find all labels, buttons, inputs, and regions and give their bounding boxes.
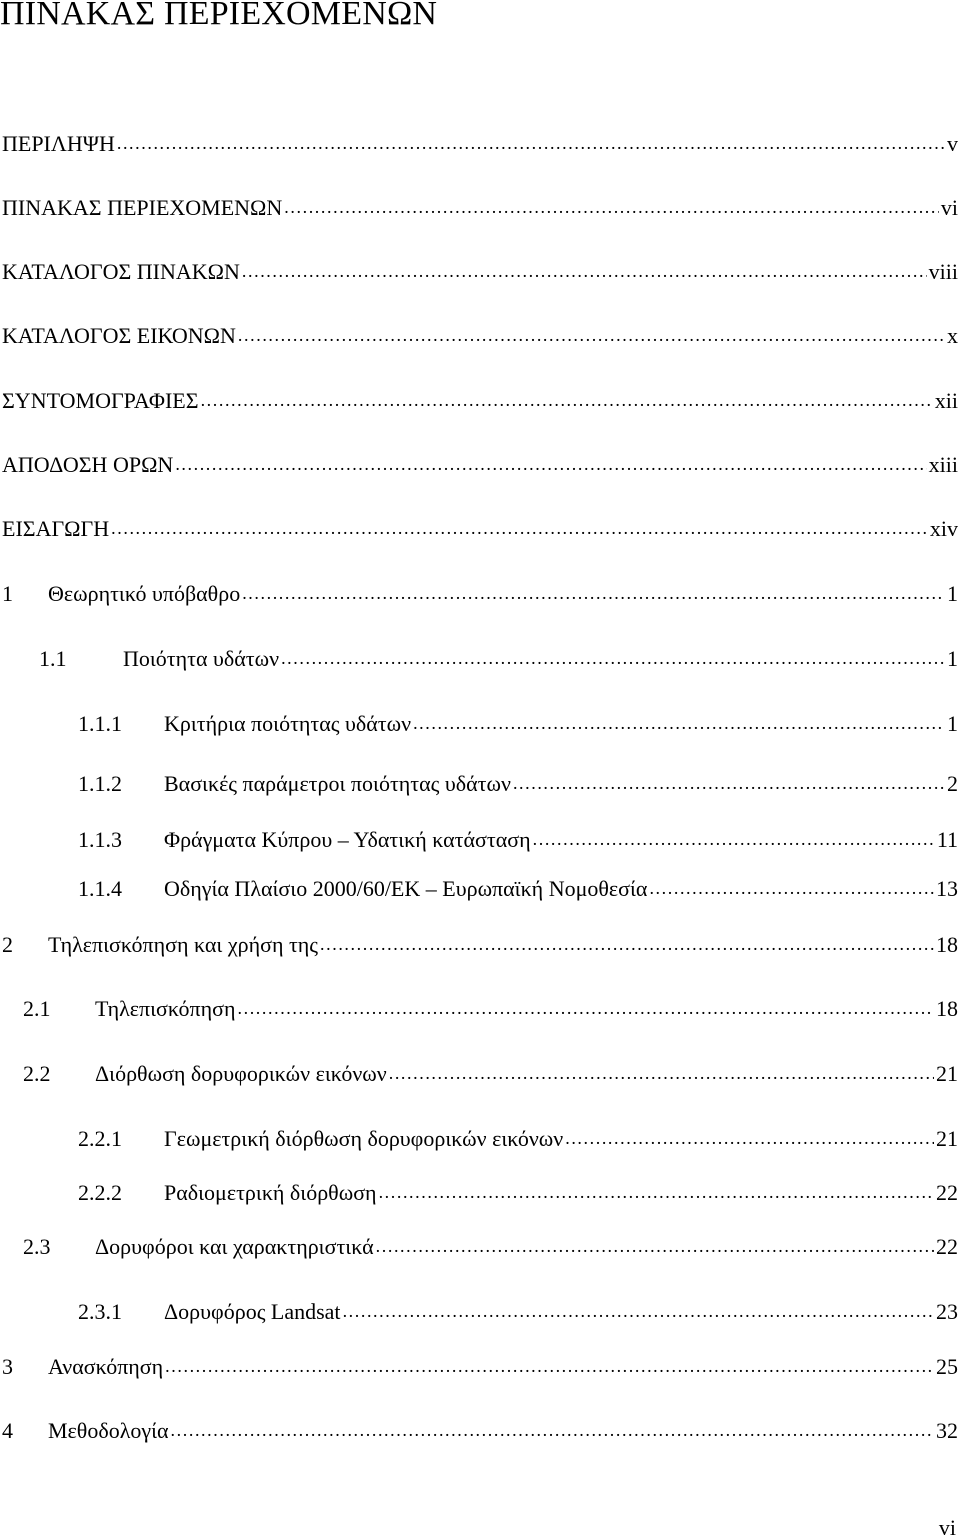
toc-entry-page: 22: [936, 1180, 958, 1205]
toc-entry-label: Βασικές παράμετροι ποιότητας υδάτων: [164, 771, 511, 796]
toc-entry-label: ΠΙΝΑΚΑΣ ΠΕΡΙΕΧΟΜΕΝΩΝ: [2, 195, 283, 220]
toc-entry-page: 1: [947, 581, 958, 606]
toc-entry-page: xiv: [929, 516, 958, 541]
toc-entry-number: 1.1: [39, 646, 67, 671]
page-title: ΠΙΝΑΚΑΣ ΠΕΡΙΕΧΟΜΕΝΩΝ: [0, 0, 438, 32]
toc-entry-page: x: [947, 323, 958, 348]
toc-entry-page: 2: [947, 771, 958, 796]
leader-dots: [343, 1298, 934, 1326]
toc-entry-label: Ποιότητα υδάτων: [123, 646, 280, 671]
toc-entry-number: 3: [2, 1354, 13, 1379]
toc-entry-page: 21: [936, 1061, 958, 1086]
leader-dots: [320, 931, 934, 959]
toc-entry-number: 2.1: [23, 996, 51, 1021]
toc-entry-page: 13: [936, 876, 958, 901]
toc-entry[interactable]: [78, 822, 958, 854]
leader-dots: [242, 258, 927, 286]
toc-entry[interactable]: [23, 1056, 958, 1088]
leader-dots: [238, 322, 945, 350]
toc-entry-page: 11: [936, 827, 958, 852]
toc-entry-label: Δορυφόρος Landsat: [164, 1299, 341, 1324]
toc-entry-page: v: [947, 131, 958, 156]
toc-entry[interactable]: [2, 254, 958, 286]
toc-entry-label: Γεωμετρική διόρθωση δορυφορικών εικόνων: [164, 1126, 564, 1151]
toc-entry-page: vi: [940, 195, 958, 220]
toc-entry-number: 2.2: [23, 1061, 51, 1086]
toc-entry[interactable]: [2, 511, 958, 543]
toc-entry[interactable]: [78, 1121, 958, 1153]
toc-entry[interactable]: [2, 927, 958, 959]
toc-entry-label: Κριτήρια ποιότητας υδάτων: [164, 711, 412, 736]
toc-entry-number: 1.1.4: [78, 876, 122, 901]
toc-entry-label: ΣΥΝΤΟΜΟΓΡΑΦΙΕΣ: [2, 388, 199, 413]
toc-entry-page: 18: [936, 932, 958, 957]
toc-entry-label: Τηλεπισκόπηση και χρήση της: [48, 932, 319, 957]
leader-dots: [389, 1060, 934, 1088]
toc-entry-page: 1: [947, 646, 958, 671]
toc-entry-label: Τηλεπισκόπηση: [95, 996, 236, 1021]
toc-entry-label: Ανασκόπηση: [48, 1354, 164, 1379]
toc-entry-number: 2.2.1: [78, 1126, 122, 1151]
toc-entry[interactable]: [78, 1294, 958, 1326]
toc-entry-label: Μεθοδολογία: [48, 1418, 169, 1443]
toc-entry[interactable]: [78, 871, 958, 903]
toc-entry-page: viii: [928, 259, 958, 284]
leader-dots: [111, 515, 928, 543]
toc-entry-number: 1: [2, 581, 13, 606]
leader-dots: [281, 645, 945, 673]
toc-entry-number: 2.3.1: [78, 1299, 122, 1324]
toc-entry-page: 25: [936, 1354, 958, 1379]
toc-entry-page: 18: [936, 996, 958, 1021]
leader-dots: [565, 1125, 934, 1153]
toc-entry-label: Δορυφόροι και χαρακτηριστικά: [95, 1234, 374, 1259]
toc-entry-page: xii: [934, 388, 958, 413]
toc-entry[interactable]: [2, 190, 958, 222]
toc-entry-label: Θεωρητικό υπόβαθρο: [48, 581, 241, 606]
leader-dots: [284, 194, 939, 222]
toc-entry-page: 1: [947, 711, 958, 736]
toc-entry-number: 2: [2, 932, 13, 957]
toc-entry-label: ΚΑΤΑΛΟΓΟΣ ΕΙΚΟΝΩΝ: [2, 323, 236, 348]
toc-entry-page: 21: [936, 1126, 958, 1151]
toc-entry[interactable]: [2, 447, 958, 479]
toc-entry-number: 4: [2, 1418, 13, 1443]
leader-dots: [165, 1353, 934, 1381]
leader-dots: [376, 1233, 934, 1261]
toc-entry-number: 1.1.1: [78, 711, 122, 736]
toc-entry-number: 1.1.3: [78, 827, 122, 852]
leader-dots: [649, 875, 934, 903]
toc-entry[interactable]: [2, 1349, 958, 1381]
toc-entry-page: 23: [936, 1299, 958, 1324]
leader-dots: [201, 387, 933, 415]
toc-entry-number: 1.1.2: [78, 771, 122, 796]
toc-entry[interactable]: [2, 576, 958, 608]
toc-entry[interactable]: [78, 706, 958, 738]
toc-entry[interactable]: [78, 766, 958, 798]
toc-entry-page: xiii: [928, 452, 958, 477]
toc-entry-number: 2.3: [23, 1234, 51, 1259]
toc-entry-label: ΠΕΡΙΛΗΨΗ: [2, 131, 115, 156]
toc-entry-label: Διόρθωση δορυφορικών εικόνων: [95, 1061, 387, 1086]
toc-entry[interactable]: [23, 991, 958, 1023]
toc-entry[interactable]: [23, 1229, 958, 1261]
toc-entry-label: Οδηγία Πλαίσιο 2000/60/ΕΚ – Ευρωπαϊκή Νομοθεσία: [164, 876, 648, 901]
toc-entry-label: Φράγματα Κύπρου – Υδατική κατάσταση: [164, 827, 531, 852]
leader-dots: [242, 580, 945, 608]
toc-entry-label: ΑΠΟΔΟΣΗ ΟΡΩΝ: [2, 452, 174, 477]
leader-dots: [117, 130, 945, 158]
toc-entry[interactable]: [39, 641, 958, 673]
leader-dots: [533, 826, 935, 854]
toc-entry-label: Ραδιομετρική διόρθωση: [164, 1180, 377, 1205]
page-number: vi: [938, 1515, 956, 1540]
toc-entry-page: 22: [936, 1234, 958, 1259]
toc-entry-label: ΚΑΤΑΛΟΓΟΣ ΠΙΝΑΚΩΝ: [2, 259, 240, 284]
toc-entry[interactable]: [2, 1413, 958, 1445]
leader-dots: [413, 710, 945, 738]
leader-dots: [513, 770, 945, 798]
toc-entry[interactable]: [2, 318, 958, 350]
toc-entry-number: 2.2.2: [78, 1180, 122, 1205]
toc-entry[interactable]: [2, 383, 958, 415]
leader-dots: [171, 1417, 934, 1445]
leader-dots: [238, 995, 935, 1023]
toc-entry-page: 32: [936, 1418, 958, 1443]
toc-entry[interactable]: [78, 1175, 958, 1207]
leader-dots: [379, 1179, 934, 1207]
toc-entry-label: ΕΙΣΑΓΩΓΗ: [2, 516, 110, 541]
leader-dots: [175, 451, 926, 479]
toc-entry[interactable]: [2, 126, 958, 158]
